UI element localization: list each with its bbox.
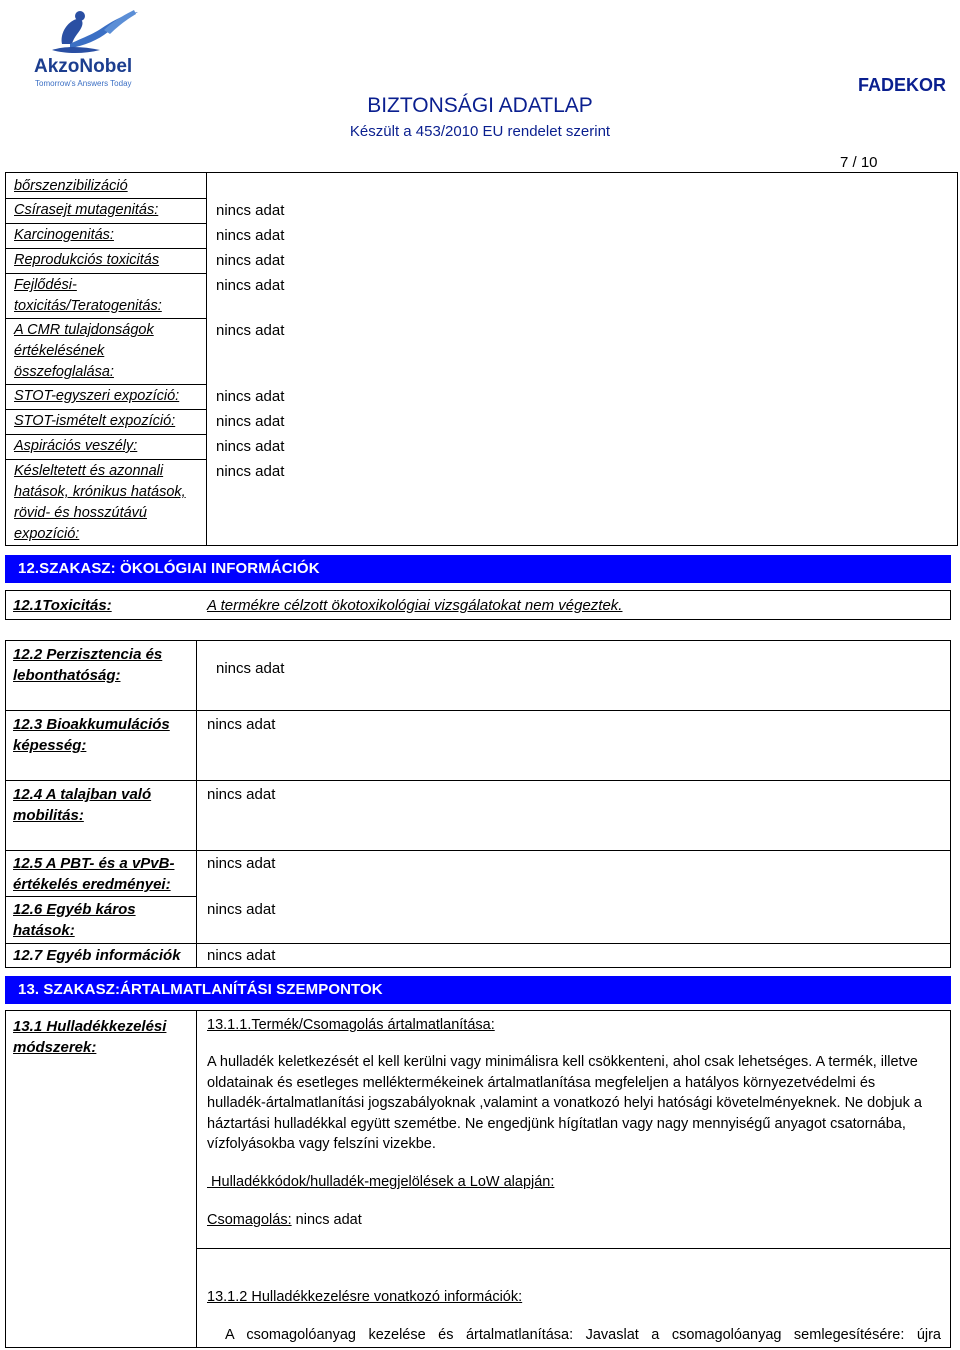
other-info-label: 12.7 Egyéb információk (13, 947, 181, 964)
s11-value-aspiration: nincs adat (216, 438, 285, 455)
persistence-label: 12.2 Perzisztencia és lebonthatóság: (13, 646, 163, 684)
pbt-value: nincs adat (207, 855, 276, 872)
document-title: BIZTONSÁGI ADATLAP (367, 94, 593, 117)
product-name: FADEKOR (857, 75, 946, 95)
s11-value-carcinogenicity: nincs adat (216, 227, 285, 244)
other-adverse-value: nincs adat (207, 901, 276, 918)
mobility-value: nincs adat (207, 786, 276, 803)
s11-value-reproductive-toxicity: nincs adat (216, 252, 285, 269)
section-11-table (5, 172, 958, 546)
toxicity-label: 12.1Toxicitás: (13, 597, 112, 614)
bioaccumulation-label: 12.3 Bioakkumulációs képesség: (13, 716, 170, 754)
toxicity-value: A termékre célzott ökotoxikológiai vizsgálatokat nem végeztek. (207, 597, 623, 614)
packaging-value: nincs adat (295, 1212, 362, 1228)
akzonobel-logo (22, 6, 152, 92)
bioaccumulation-value: nincs adat (207, 716, 276, 733)
s11-value-stot-single: nincs adat (216, 388, 285, 405)
packaging-handling-text: A csomagolóanyag kezelése és ártalmatlanítása: Javaslat a csomagolóanyag semlegesítésére: újra (225, 1327, 941, 1343)
waste-codes-label: Hulladékkódok/hulladék-megjelölések a LoW alapján: (211, 1174, 555, 1190)
mobility-label: 12.4 A talajban való mobilitás: (13, 786, 152, 824)
s11-value-teratogenicity: nincs adat (216, 277, 285, 294)
logo-wordmark: AkzoNobel (34, 56, 133, 77)
waste-handling-info-title: 13.1.2 Hulladékkezelésre vonatkozó információk: (207, 1289, 523, 1305)
other-info-value: nincs adat (207, 947, 276, 964)
document-subtitle: Készült a 453/2010 EU rendelet szerint (349, 123, 611, 140)
logo-figure-icon (52, 10, 138, 53)
packaging-label: Csomagolás: (207, 1212, 292, 1228)
pbt-label: 12.5 A PBT- és a vPvB-értékelés eredményei: (13, 855, 175, 893)
s11-value-cmr-summary: nincs adat (216, 322, 285, 339)
page-number: 7 / 10 (840, 154, 878, 171)
s11-value-delayed-effects: nincs adat (216, 463, 285, 480)
s11-label-teratogenicity: Fejlődési-toxicitás/Teratogenitás: (14, 277, 162, 314)
s11-label-stot-repeated: STOT-ismételt expozíció: (14, 413, 176, 429)
disposal-paragraph: A hulladék keletkezését el kell kerülni vagy minimálisra kell csökkenteni, ahol csak lehetséges. A termék, illetve oldatainak és esetleges melléktermékeinek ártalmatlanítása megfeleljen a hatályos környezetvédelmi és hulladék-ártalmatlanítási jogszabályoknak ,valamint a vonatkozó helyi hatósági követelményeknek. Ne dobjuk a háztartási hulladékkal együtt szemétbe. Ne engedjünk hígítatlan vagy nagy mennyiségű anyagot csatornába, vízfolyásokba vagy felszíni vizekbe. (207, 1054, 922, 1153)
section-13-title: 13. SZAKASZ:ÁRTALMATLANÍTÁSI SZEMPONTOK (18, 981, 383, 998)
logo-tagline: Tomorrow's Answers Today (35, 79, 132, 88)
persistence-value: nincs adat (216, 660, 285, 677)
section-12-header (5, 555, 951, 583)
packaging-line (207, 1210, 362, 1231)
s11-label-mutagenicity: Csírasejt mutagenitás: (14, 202, 159, 218)
s11-label-skin-sensitization: bőrszenzibilizáció (14, 178, 128, 194)
s11-label-reproductive-toxicity: Reprodukciós toxicitás (14, 252, 160, 268)
s11-label-cmr-summary: A CMR tulajdonságok értékelésének összefoglalása: (14, 322, 154, 380)
s11-label-carcinogenicity: Karcinogenitás: (14, 227, 114, 243)
product-packaging-disposal-title: 13.1.1.Termék/Csomagolás ártalmatlanítása: (207, 1017, 495, 1033)
s11-label-aspiration: Aspirációs veszély: (14, 438, 138, 454)
section-12-title: 12.SZAKASZ: ÖKOLÓGIAI INFORMÁCIÓK (18, 560, 320, 577)
waste-methods-label: 13.1 Hulladékkezelési módszerek: (13, 1018, 167, 1056)
s11-label-stot-single: STOT-egyszeri expozíció: (14, 388, 180, 404)
s11-value-mutagenicity: nincs adat (216, 202, 285, 219)
s11-label-delayed-effects: Késleltetett és azonnali hatások, krónikus hatások, rövid- és hosszútávú expozíció: (14, 463, 186, 542)
other-adverse-label: 12.6 Egyéb káros hatások: (13, 901, 136, 939)
s11-value-stot-repeated: nincs adat (216, 413, 285, 430)
section-13-header (5, 976, 951, 1004)
